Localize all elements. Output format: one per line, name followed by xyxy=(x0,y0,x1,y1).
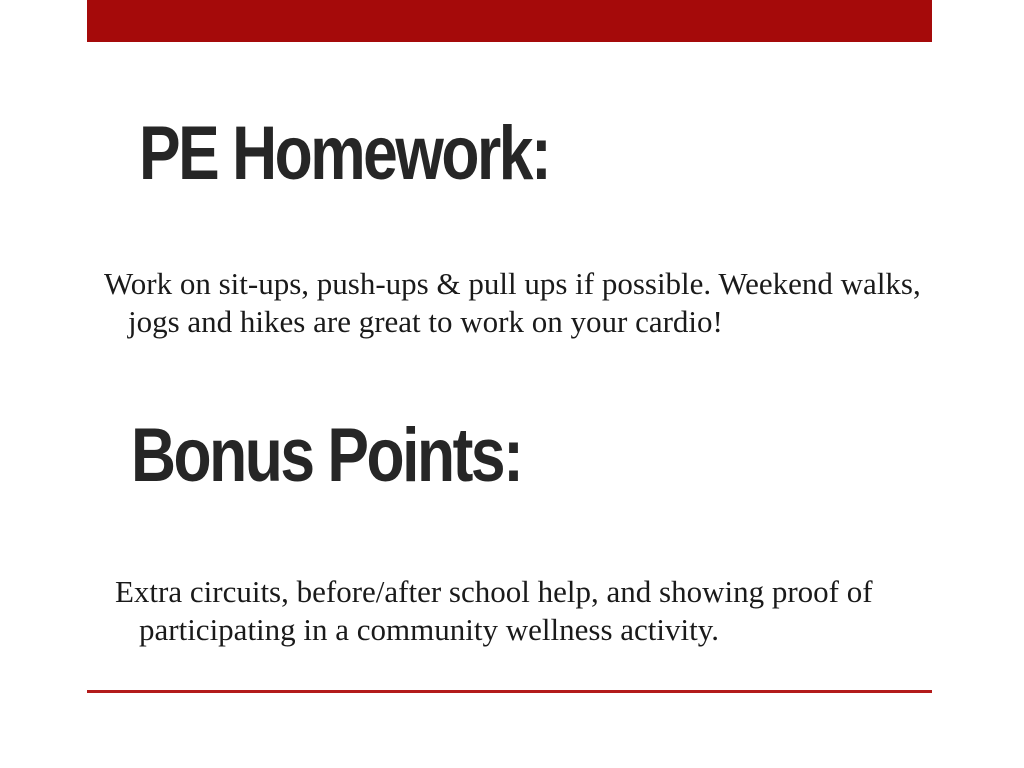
bonus-points-heading: Bonus Points: xyxy=(131,413,522,498)
bonus-points-body-text: Extra circuits, before/after school help, and showing proof of participating in a community wellness activity. xyxy=(115,574,873,647)
top-accent-bar xyxy=(87,0,932,42)
homework-heading: PE Homework: xyxy=(139,111,550,196)
homework-body-text: Work on sit-ups, push-ups & pull ups if possible. Weekend walks, jogs and hikes are great to work on your cardio! xyxy=(104,266,921,339)
bottom-divider xyxy=(87,690,932,693)
